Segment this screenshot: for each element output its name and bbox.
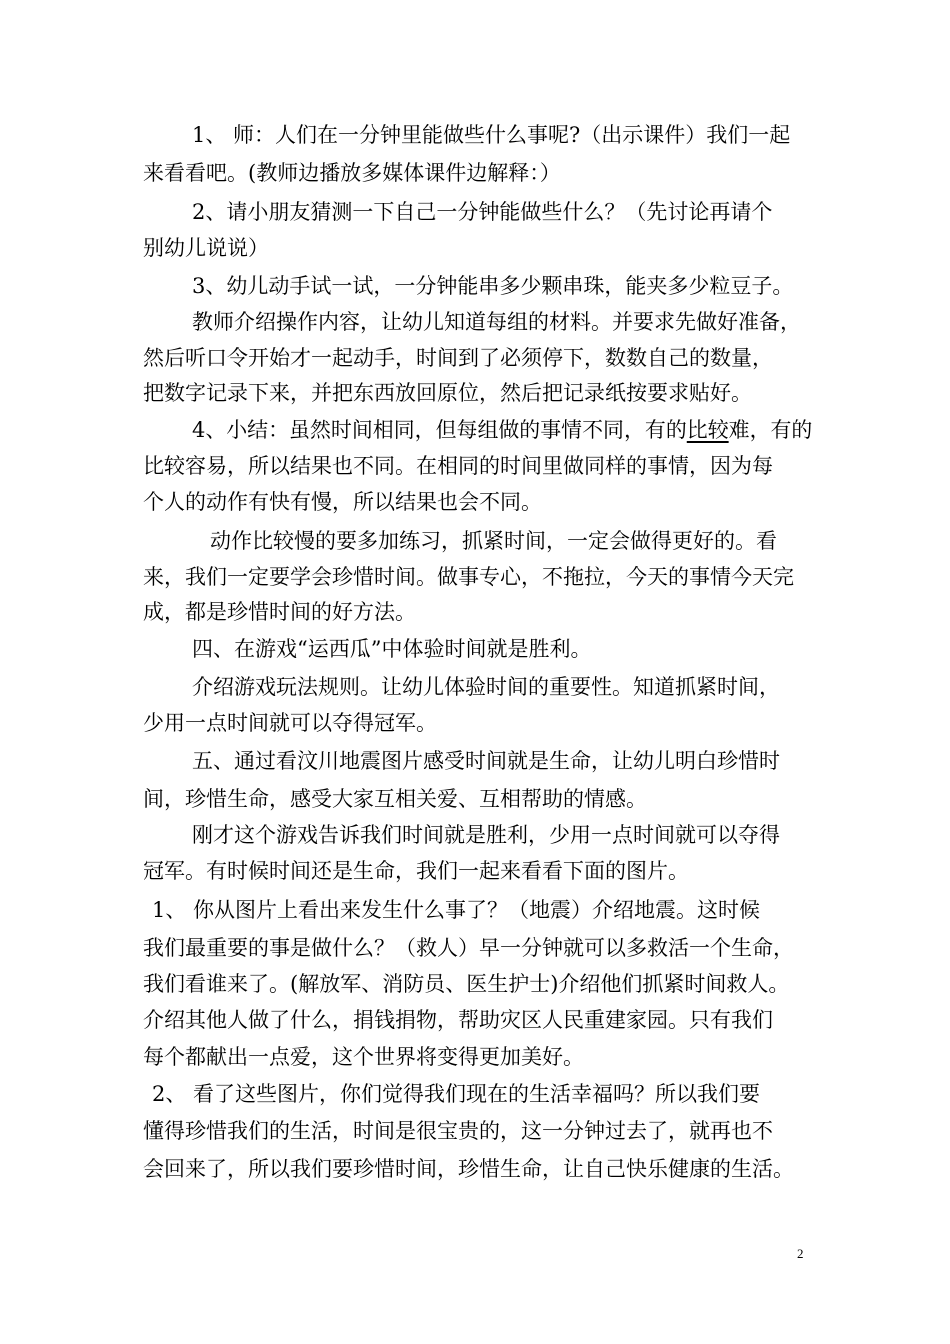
text-line: 少用一点时间就可以夺得冠军。	[143, 711, 437, 735]
text-line: 2、 看了这些图片，你们觉得我们现在的生活幸福吗？所以我们要	[152, 1082, 761, 1106]
text-line: 1、 师：人们在一分钟里能做些什么事呢?（出示课件）我们一起	[192, 123, 791, 147]
page-number: 2	[797, 1246, 804, 1261]
text-line: 动作比较慢的要多加练习，抓紧时间，一定会做得更好的。看	[210, 529, 777, 553]
text-line: 刚才这个游戏告诉我们时间就是胜利，少用一点时间就可以夺得	[192, 823, 780, 847]
text-line: 会回来了，所以我们要珍惜时间，珍惜生命，让自己快乐健康的生活。	[143, 1157, 794, 1181]
text-line: 个人的动作有快有慢，所以结果也会不同。	[143, 490, 542, 514]
text-line: 然后听口令开始才一起动手，时间到了必须停下，数数自己的数量，	[143, 346, 773, 370]
text-line-with-link	[192, 413, 812, 447]
section-heading: 五、通过看汶川地震图片感受时间就是生命，让幼儿明白珍惜时	[192, 749, 780, 773]
text-line: 来，我们一定要学会珍惜时间。做事专心，不拖拉，今天的事情今天完	[143, 565, 794, 589]
text-line: 间，珍惜生命，感受大家互相关爱、互相帮助的情感。	[143, 787, 647, 811]
text-line: 我们看谁来了。(解放军、消防员、医生护士)介绍他们抓紧时间救人。	[143, 972, 790, 996]
text-line: 我们最重要的事是做什么？（救人）早一分钟就可以多救活一个生命，	[143, 936, 794, 960]
text-segment: 难，有的	[728, 418, 813, 442]
text-line: 来看看吧。(教师边播放多媒体课件边解释：）	[143, 161, 561, 185]
text-segment: 4、小结：虽然时间相同，但每组做的事情不同，有的	[192, 418, 687, 442]
text-line: 介绍其他人做了什么，捐钱捐物，帮助灾区人民重建家园。只有我们	[143, 1008, 773, 1032]
text-line: 别幼儿说说）	[143, 236, 269, 260]
text-line: 比较容易，所以结果也不同。在相同的时间里做同样的事情，因为每	[143, 454, 773, 478]
text-line: 2、请小朋友猜测一下自己一分钟能做些什么？（先讨论再请个	[192, 200, 773, 224]
text-line: 懂得珍惜我们的生活，时间是很宝贵的，这一分钟过去了，就再也不	[143, 1119, 773, 1143]
text-line: 把数字记录下来，并把东西放回原位，然后把记录纸按要求贴好。	[143, 381, 752, 405]
text-line: 1、 你从图片上看出来发生什么事了？（地震）介绍地震。这时候	[152, 898, 761, 922]
underlined-word: 比较	[686, 418, 729, 442]
section-heading: 四、在游戏“运西瓜”中体验时间就是胜利。	[192, 637, 592, 661]
text-line: 成，都是珍惜时间的好方法。	[143, 600, 416, 624]
text-line: 冠军。有时候时间还是生命，我们一起来看看下面的图片。	[143, 859, 689, 883]
text-line: 每个都献出一点爱，这个世界将变得更加美好。	[143, 1045, 584, 1069]
text-line: 教师介绍操作内容，让幼儿知道每组的材料。并要求先做好准备，	[192, 310, 801, 334]
text-line: 3、幼儿动手试一试，一分钟能串多少颗串珠，能夹多少粒豆子。	[192, 274, 794, 298]
text-line: 介绍游戏玩法规则。让幼儿体验时间的重要性。知道抓紧时间，	[192, 675, 780, 699]
